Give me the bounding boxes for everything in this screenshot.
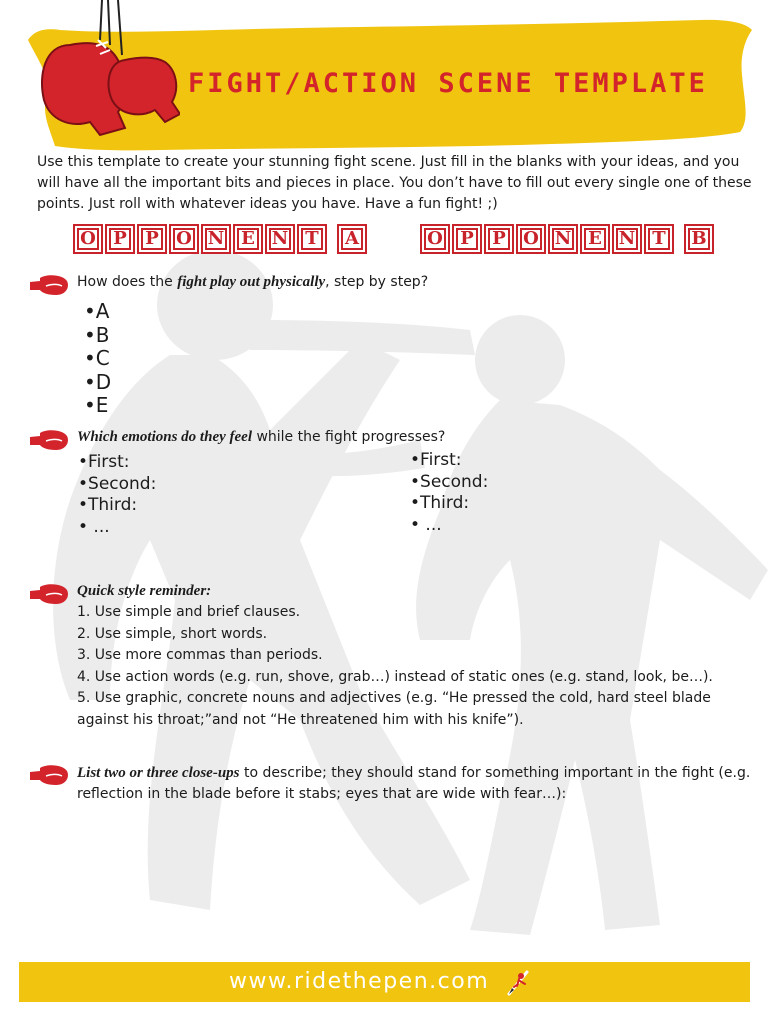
opponent-b-letter: O [420, 224, 450, 254]
glove-bullet-icon [28, 581, 70, 607]
opponent-a-letter: N [265, 224, 295, 254]
list-item: •Third: [410, 493, 470, 513]
step-list [84, 300, 111, 418]
question-emphasis: fight play out physically [177, 274, 326, 290]
glove-bullet-icon [28, 427, 70, 453]
question-text: How does the [77, 274, 178, 290]
list-item: •First: [78, 452, 130, 472]
opponent-a-letter: A [337, 224, 367, 254]
question-text: to describe; they should stand for something important in the fight (e.g. reflection in the blade before it stabs; eyes that are wide with fear…): [77, 765, 751, 802]
pen-rider-icon [505, 968, 533, 996]
opponent-b-letter: N [548, 224, 578, 254]
list-item: 2. Use simple, short words. [77, 625, 268, 642]
question-emphasis: List two or three close-ups [77, 765, 240, 781]
opponent-a-letter: O [73, 224, 103, 254]
emotion-list-b [410, 450, 488, 536]
list-item: •C [84, 346, 110, 370]
question-text: , step by step? [325, 274, 429, 290]
footer-bar [19, 962, 750, 1002]
list-item: 1. Use simple and brief clauses. [77, 604, 301, 620]
opponent-b-letter: N [612, 224, 642, 254]
footer-url-link[interactable]: www.ridethepen.com [229, 969, 490, 994]
style-reminder-title: Quick style reminder: [77, 583, 212, 599]
list-item: 5. Use graphic, concrete nouns and adjectives (e.g. “He pressed the cold, hard steel blade against his throat;”and not “He threatened him with his knife”). [77, 690, 711, 728]
opponent-b-letter: T [644, 224, 674, 254]
question-emotions [77, 427, 445, 447]
emotion-list-a [78, 452, 156, 538]
opponent-a-letter: N [201, 224, 231, 254]
list-item: •D [84, 369, 112, 394]
page-title: FIGHT/ACTION SCENE TEMPLATE [188, 68, 708, 99]
list-item: •Third: [78, 495, 138, 515]
boxing-gloves-icon [30, 0, 180, 150]
opponent-a-letter: P [105, 224, 135, 254]
opponent-b-letter: E [580, 224, 610, 254]
glove-bullet-icon [28, 272, 70, 298]
question-physical [77, 272, 428, 292]
opponent-b-letter: O [516, 224, 546, 254]
opponent-a-letter: T [297, 224, 327, 254]
style-reminder-list [77, 602, 757, 731]
opponent-b-letter: P [484, 224, 514, 254]
list-item: •Second: [410, 471, 489, 492]
opponent-a-letter: O [169, 224, 199, 254]
list-item: 4. Use action words (e.g. run, shove, grab…) instead of static ones (e.g. stand, look, be…). [77, 668, 713, 685]
question-text: while the fight progresses? [252, 429, 446, 445]
opponent-b-letter: B [684, 224, 714, 254]
question-close-ups [77, 763, 757, 805]
list-item: • ... [78, 516, 110, 537]
list-item: • ... [410, 514, 442, 535]
list-item: •B [84, 322, 110, 347]
opponent-a-label [73, 224, 367, 254]
list-item: 3. Use more commas than periods. [77, 647, 323, 663]
glove-bullet-icon [28, 762, 70, 788]
intro-text: Use this template to create your stunning fight scene. Just fill in the blanks with your ideas, and you will have all the important bits and pieces in place. You don’t have to fill out every single one of these points. Just roll with whatever ideas you have. Have a fun fight! ;) [37, 154, 752, 212]
list-item: •A [84, 299, 110, 323]
list-item: •First: [410, 450, 462, 470]
opponent-b-label [420, 224, 714, 254]
opponent-b-letter: P [452, 224, 482, 254]
question-emphasis: Which emotions do they feel [77, 429, 252, 445]
list-item: •Second: [78, 473, 157, 494]
opponent-a-letter: P [137, 224, 167, 254]
opponent-a-letter: E [233, 224, 263, 254]
list-item: •E [84, 393, 109, 417]
